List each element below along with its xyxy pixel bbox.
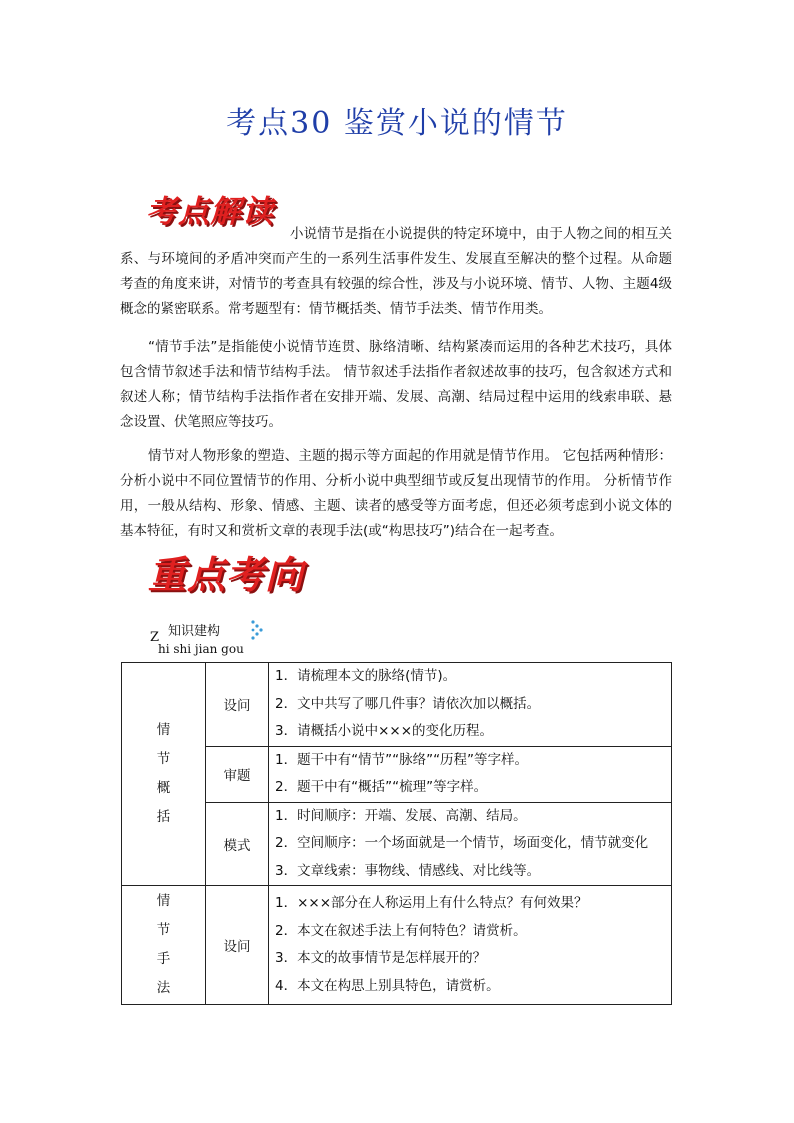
category-cell-plot-summary <box>122 663 206 886</box>
paragraph-function: 情节对人物形象的塑造、主题的揭示等方面起的作用就是情节作用。 它包括两种情形：分析小说中不同位置情节的作用、分析小说中典型细节或反复出现情节的作用。 分析情节作用，一般从结构、形象、情感、主题、读者的感受等方面考虑，但还必须考虑到小说文体的基本特征，有时又和赏析文章的表现手法(或“构思技巧”)结合在一起考查。 <box>120 447 672 539</box>
knowledge-structure-label <box>150 614 290 662</box>
knowledge-table <box>121 662 672 1005</box>
paragraph-technique: “情节手法”是指能使小说情节连贯、脉络清晰、结构紧凑而运用的各种艺术技巧，具体包含情节叙述手法和情节结构手法。 情节叙述手法指作者叙述故事的技巧，包含叙述方式和叙述人称；情节结构手法指作者在安排开端、发展、高潮、结局过程中运用的线索串联、悬念设置、伏笔照应等技巧。 <box>120 338 672 430</box>
subcategory-cell: 模式 <box>206 802 269 886</box>
content-cell <box>269 746 672 802</box>
list-item: 1．题干中有“情节”“脉络”“历程”等字样。 <box>275 751 529 768</box>
label-pinyin: hi shi jian gou <box>158 642 244 656</box>
list-item: 2．题干中有“概括”“梳理”等字样。 <box>275 779 488 795</box>
section-badge-kaodian-jiedu: 考点解读 <box>146 194 274 230</box>
list-item: 2．本文在叙述手法上有何特色？请赏析。 <box>275 922 527 939</box>
list-item: 2．空间顺序：一个场面就是一个情节，场面变化，情节就变化 <box>275 835 649 851</box>
category-cell-plot-technique <box>122 886 206 1005</box>
content-cell <box>269 663 672 747</box>
table-row <box>122 886 672 1005</box>
subcategory-cell: 设问 <box>206 663 269 747</box>
section-badge-zhongdian-kaoxiang: 重点考向 <box>148 553 305 597</box>
list-item: 1．时间顺序：开端、发展、高潮、结局。 <box>275 807 527 824</box>
double-chevron-right-icon <box>250 618 266 644</box>
list-item: 3．文章线索：事物线、情感线、对比线等。 <box>275 862 541 879</box>
category-char: 情 <box>156 893 171 909</box>
label-letter: Z <box>150 630 160 645</box>
list-item: 1．请梳理本文的脉络(情节)。 <box>275 668 457 684</box>
list-item: 1．×××部分在人称运用上有什么特点？有何效果？ <box>275 895 588 911</box>
category-char: 情 <box>156 722 171 738</box>
content-cell <box>269 886 672 1005</box>
paragraph-definition: 小说情节是指在小说提供的特定环境中，由于人物之间的相互关系、与环境间的矛盾冲突而产生的一系列生活事件发生、发展直至解决的整个过程。从命题考查的角度来讲，对情节的考查具有较强的综合性，涉及与小说环境、情节、人物、主题4级概念的紧密联系。常考题型有：情节概括类、情节手法类、情节作用类。 <box>120 225 672 317</box>
list-item: 4．本文在构思上别具特色，请赏析。 <box>275 977 500 994</box>
category-char: 节 <box>156 751 171 767</box>
content-cell <box>269 802 672 886</box>
page-title: 考点30 鉴赏小说的情节 <box>226 106 568 141</box>
subcategory-cell: 审题 <box>206 746 269 802</box>
subcategory-cell: 设问 <box>206 886 269 1005</box>
category-char: 括 <box>156 809 171 825</box>
category-char: 概 <box>156 780 171 796</box>
list-item: 2．文中共写了哪几件事？请依次加以概括。 <box>275 695 541 712</box>
label-chinese: 知识建构 <box>168 624 221 639</box>
list-item: 3．请概括小说中×××的变化历程。 <box>275 723 494 739</box>
category-char: 手 <box>156 951 171 967</box>
category-char: 法 <box>156 980 171 996</box>
list-item: 3．本文的故事情节是怎样展开的？ <box>275 950 487 966</box>
category-char: 节 <box>156 922 171 938</box>
table-row <box>122 663 672 747</box>
